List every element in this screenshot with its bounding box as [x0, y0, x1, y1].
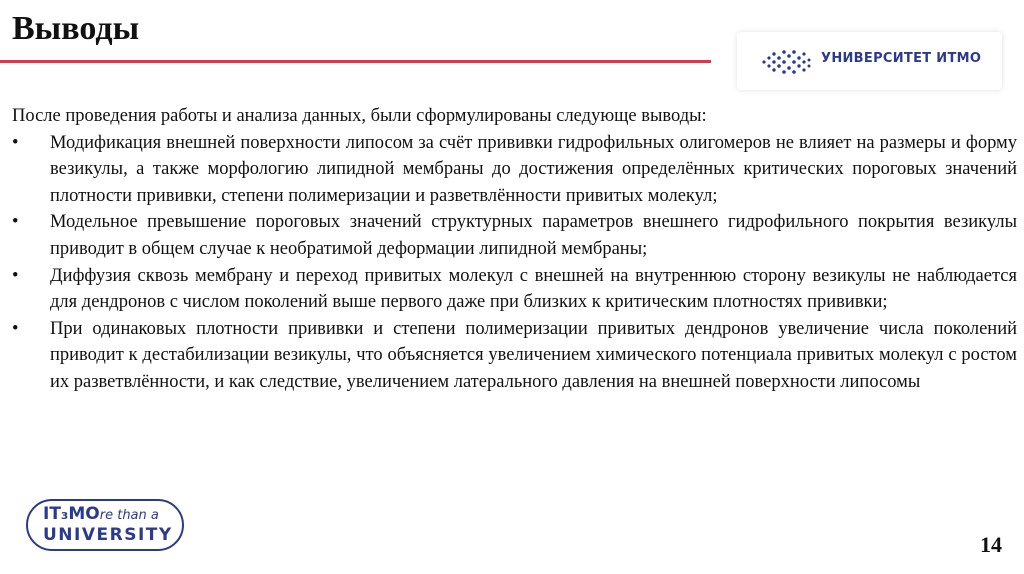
list-item: [12, 263, 1017, 316]
list-item-text: Модельное превышение пороговых значений структурных параметров внешнего гидрофильного покрытия везикулы приводит в общем случае к необратимой деформации липидной мембраны;: [50, 212, 1017, 259]
bullet: •: [12, 265, 19, 286]
itmo-more-than-university-badge: [26, 499, 184, 551]
itmo-dots-icon: [761, 49, 813, 75]
bullet: •: [12, 212, 19, 233]
list-item-text: Диффузия сквозь мембрану и переход привитых молекул с внешней на внутреннюю сторону везикулы не наблюдается для дендронов с числом поколений выше первого даже при близких к критическим плотностях прививки;: [50, 265, 1017, 313]
list-item: [12, 316, 1017, 396]
list-item-text: Модификация внешней поверхности липосом за счёт прививки гидрофильных олигомеров не влияет на размеры и форму везикулы, а также морфологию липидной мембраны до достижения определённых критических пороговых значений плотности прививки, степени полимеризации и разветвлённости привитых молекул;: [50, 132, 1017, 206]
badge-top-line: [43, 504, 159, 524]
bullet: •: [12, 318, 19, 339]
list-item: [12, 130, 1017, 210]
badge-itmo-text: IT₃MO: [43, 504, 100, 524]
page-title: Выводы: [12, 10, 140, 47]
conclusions-list: [12, 130, 1017, 396]
conclusions-body: [12, 103, 1017, 396]
list-item-text: При одинаковых плотности прививки и степени полимеризации привитых дендронов увеличение числа поколений приводит к дестабилизации везикулы, что объясняется увеличением химического потенциала привитых молекул с ростом их разветвлённости, и как следствие, увеличением латерального давления на внешней поверхности липосомы: [50, 318, 1017, 392]
badge-university-text: UNIVERSITY: [43, 525, 173, 545]
itmo-university-logo: [737, 32, 1002, 90]
intro-text: После проведения работы и анализа данных, были сформулированы следующе выводы:: [12, 106, 707, 126]
title-underline: [0, 60, 711, 63]
badge-script-text: re than a: [99, 508, 159, 523]
bullet: •: [12, 132, 19, 153]
page-number: 14: [980, 532, 1002, 557]
logo-text: УНИВЕРСИТЕТ ИТМО: [821, 51, 982, 66]
list-item: [12, 209, 1017, 262]
